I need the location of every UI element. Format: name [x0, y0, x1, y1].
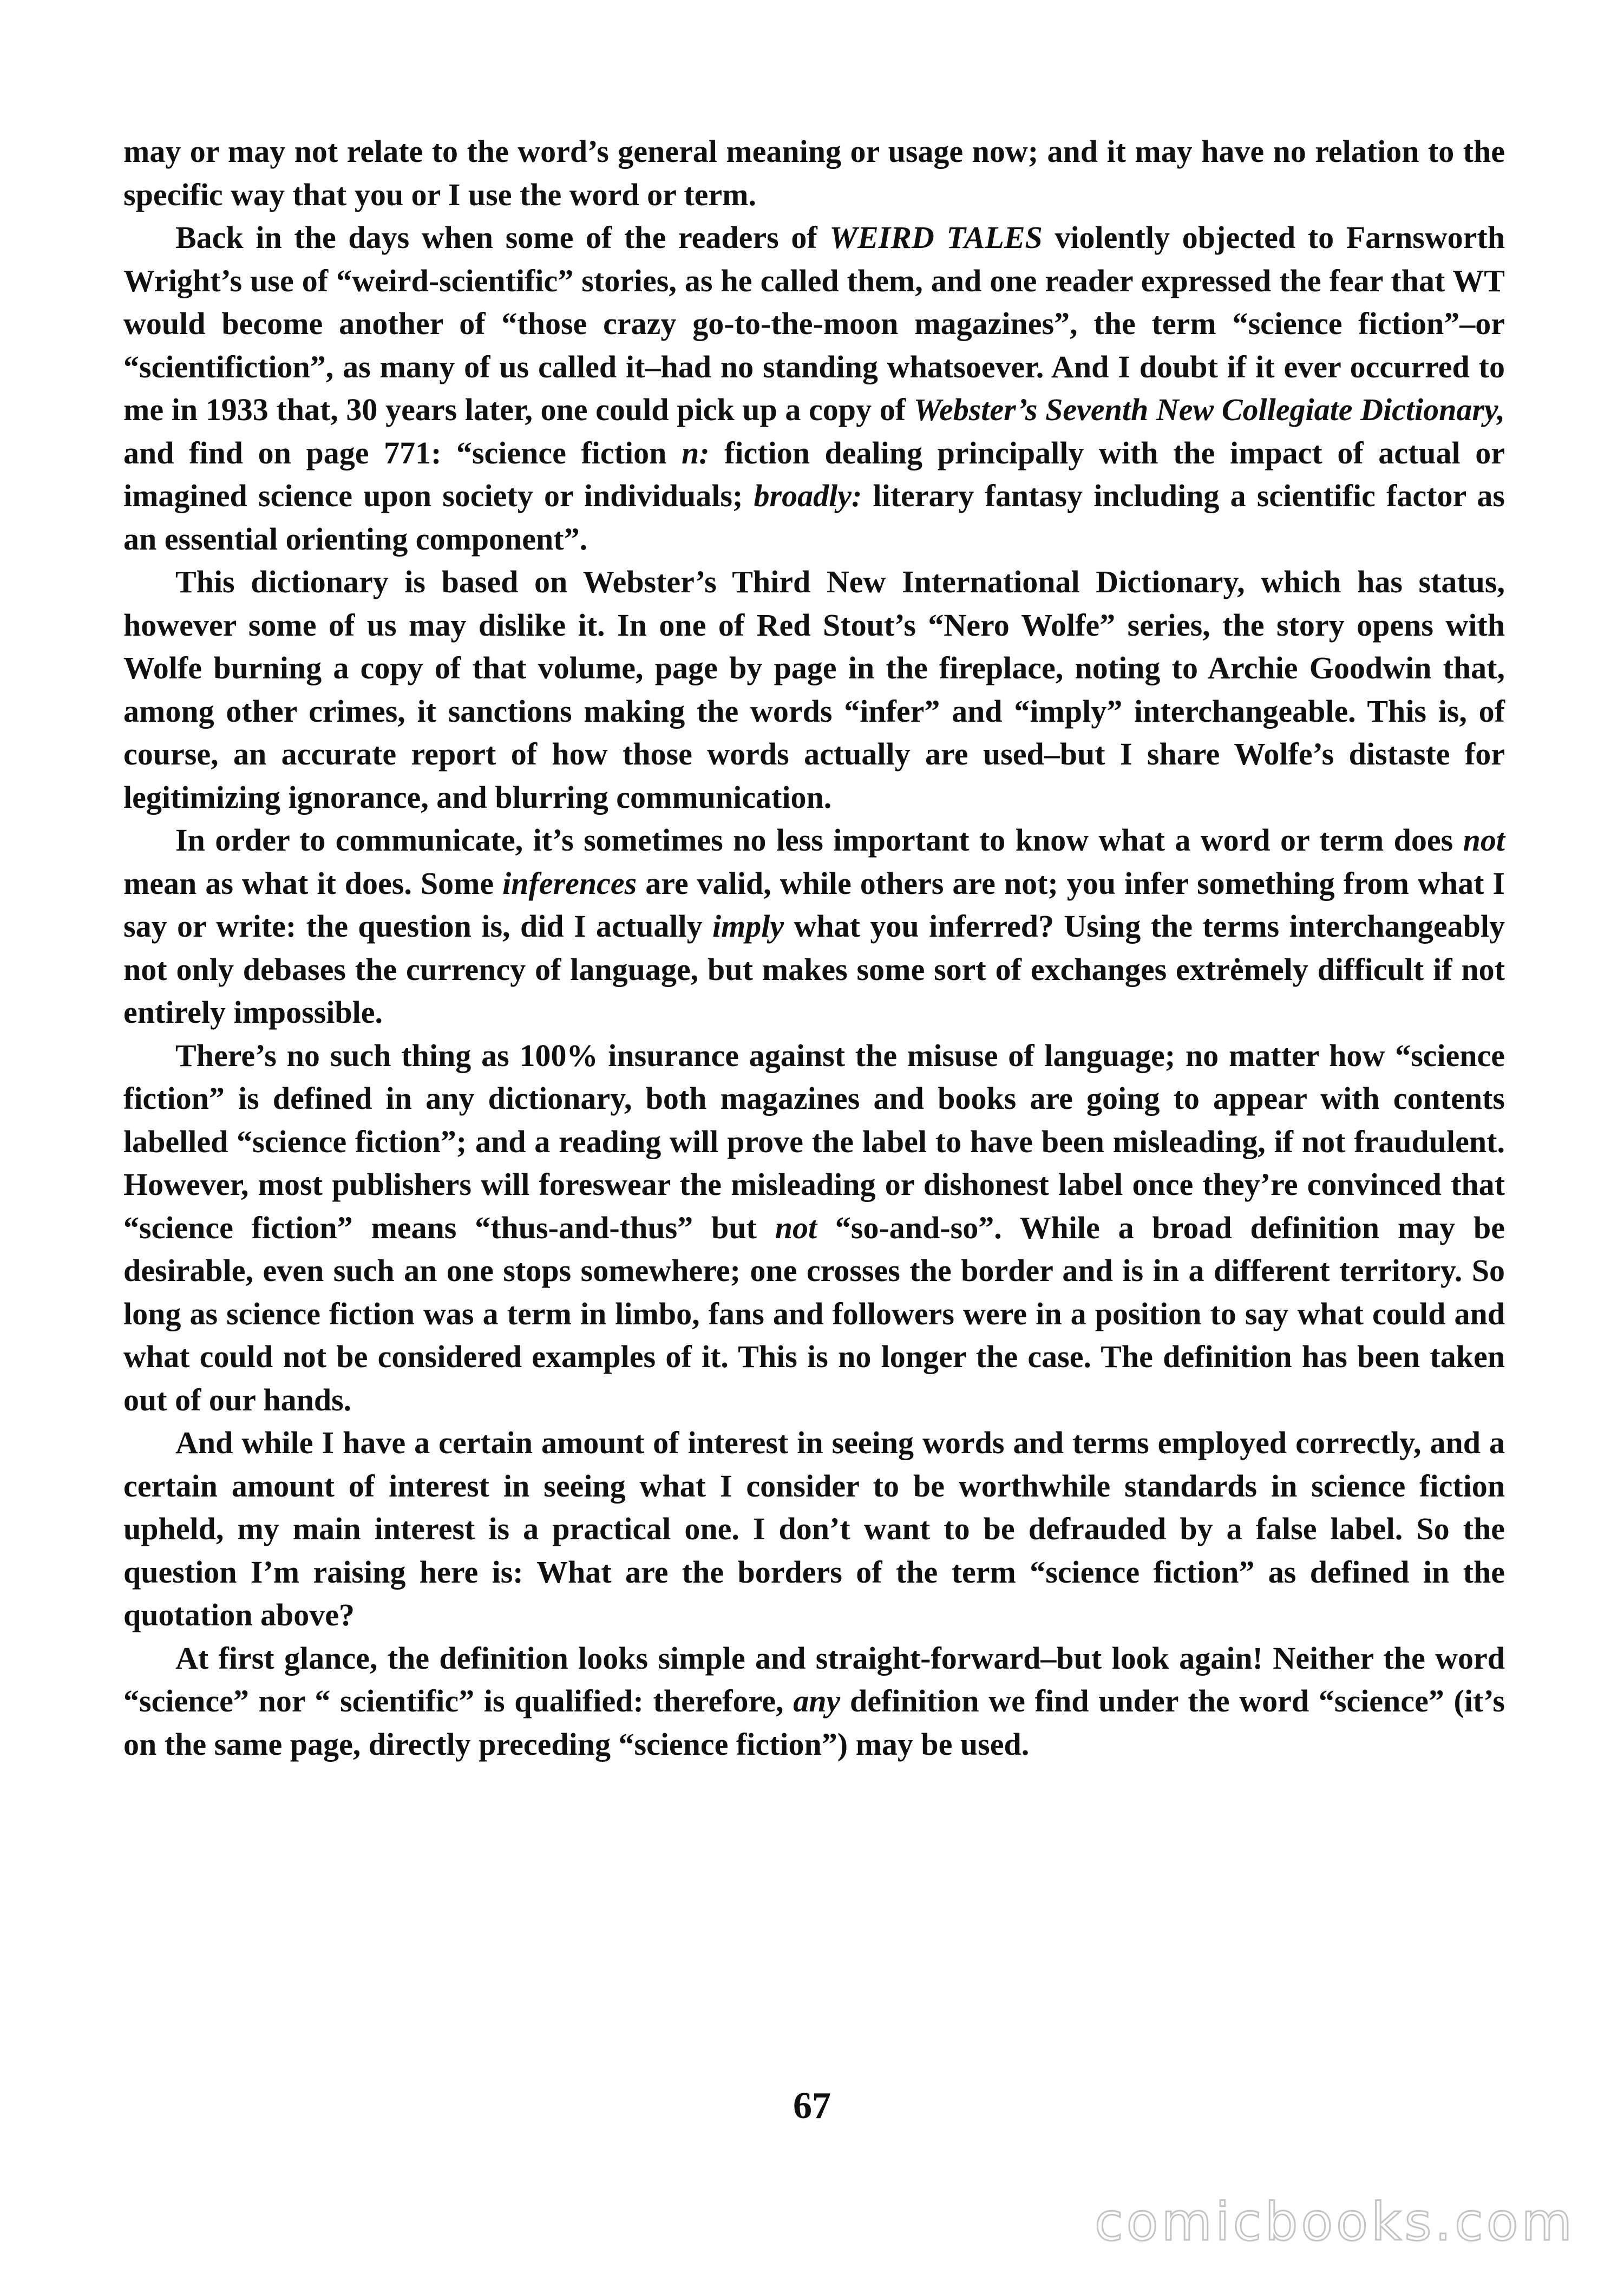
italic-text: imply	[712, 909, 784, 944]
paragraph: In order to communicate, it’s sometimes no less important to know what a word or term does not mean as what it does. Some inferences are valid, while others are not; you infer something from what I say or write: the question is, did I actually imply what you inferred? Using the terms interchangeably not only debases the currency of language, but makes some sort of exchanges extrėmely difficult if not entirely impossible.	[123, 822, 1505, 1030]
paragraph: may or may not relate to the word’s general meaning or usage now; and it may have no relation to the specific way that you or I use the word or term.	[123, 134, 1505, 212]
paragraph: At first glance, the definition looks simple and straight-forward–but look again! Neither the word “science” nor “ scientific” is qualified: therefore, any definition we find under the word “science” (it’s on the same page, directly preceding “science fiction”) may be used.	[123, 1640, 1505, 1762]
italic-text: any	[793, 1683, 841, 1718]
italic-text: n:	[681, 435, 710, 471]
paragraph: There’s no such thing as 100% insurance against the misuse of language; no matter how “science fiction” is defined in any dictionary, both magazines and books are going to appear with contents labelled “science fiction”; and a reading will prove the label to have been misleading, if not fraudulent. However, most publishers will foreswear the misleading or dishonest label once they’re convinced that “science fiction” means “thus-and-thus” but not “so-and-so”. While a broad definition may be desirable, even such an one stops somewhere; one crosses the border and is in a different territory. So long as science fiction was a term in limbo, fans and followers were in a position to say what could and what could not be considered examples of it. This is no longer the case. The definition has been taken out of our hands.	[123, 1037, 1505, 1417]
page-number: 67	[793, 2085, 831, 2127]
italic-text: Webster’s Seventh New Collegiate Dictionary,	[913, 392, 1505, 427]
italic-text: WEIRD TALES	[829, 220, 1043, 255]
paragraph: This dictionary is based on Webster’s Third New International Dictionary, which has status, however some of us may dislike it. In one of Red Stout’s “Nero Wolfe” series, the story opens with Wolfe burning a copy of that volume, page by page in the fireplace, noting to Archie Goodwin that, among other crimes, it sanctions making the words “infer” and “imply” interchangeable. This is, of course, an accurate report of how those words actually are used–but I share Wolfe’s distaste for legitimizing ignorance, and blurring communication.	[123, 564, 1505, 815]
page-body	[123, 130, 1505, 1766]
watermark: comicbooks.com	[1094, 2192, 1575, 2252]
paragraph: And while I have a certain amount of interest in seeing words and terms employed correctly, and a certain amount of interest in seeing what I consider to be worthwhile standards in science fiction upheld, my main interest is a practical one. I don’t want to be defrauded by a false label. So the question I’m raising here is: What are the borders of the term “science fiction” as defined in the quotation above?	[123, 1425, 1505, 1632]
italic-text: inferences	[502, 865, 637, 901]
paragraph: Back in the days when some of the readers of WEIRD TALES violently objected to Farnsworth Wright’s use of “weird-scientific” stories, as he called them, and one reader expressed the fear that WT would become another of “those crazy go-to-the-moon magazines”, the term “science fiction”–or “scientifiction”, as many of us called it–had no standing whatsoever. And I doubt if it ever occurred to me in 1933 that, 30 years later, one could pick up a copy of Webster’s Seventh New Collegiate Dictionary, and find on page 771: “science fiction n: fiction dealing principally with the impact of actual or imagined science upon society or individuals; broadly: literary fantasy including a scientific factor as an essential orienting component”.	[123, 220, 1505, 557]
italic-text: broadly:	[754, 478, 862, 513]
italic-text: not	[1463, 822, 1505, 858]
italic-text: not	[775, 1210, 817, 1245]
